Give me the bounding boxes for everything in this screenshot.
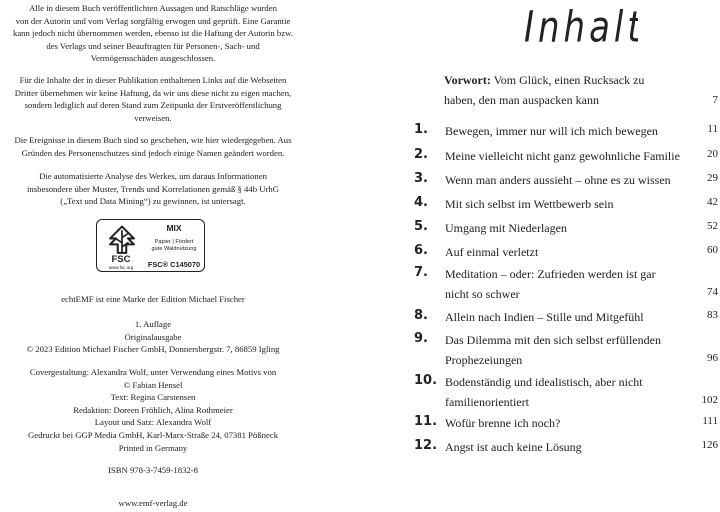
page-number: 74: [707, 286, 718, 298]
page-number: 7: [712, 94, 718, 106]
tdm-notice-line: Die automatisierte Analyse des Werkes, um daraus Informationen: [39, 171, 267, 181]
page-number: 52: [707, 220, 718, 232]
chapter-title-line: Angst ist auch keine Lösung: [445, 440, 582, 454]
fsc-license-code: FSC® C145070: [147, 260, 201, 269]
disclaimer-line: kann jedoch nicht übernommen werden, ebenso ist die Haftung der Autorin bzw.: [12, 28, 293, 39]
tdm-notice-line: („Text und Data Mining“) zu gewinnen, ist untersagt.: [60, 196, 246, 207]
credit-line: Redaktion: Doreen Fröhlich, Alina Rothmeier: [73, 404, 233, 415]
disclaimer-line: des Verlags und seiner Beauftragten für Personen-, Sach- und: [46, 40, 260, 51]
brand-notice-line: echtEMF ist eine Marke der Edition Michael Fischer: [61, 294, 245, 304]
chapter-title-line: Allein nach Indien – Stille und Mitgefühl: [445, 310, 644, 324]
chapter-title-line: Das Dilemma mit den sich selbst erfüllenden: [445, 333, 661, 347]
chapter-number: 4.: [414, 195, 428, 210]
events-notice-paragraph: [0, 134, 306, 159]
chapter-number: 6.: [414, 243, 428, 258]
credit-line: Layout und Satz: Alexandra Wolf: [94, 417, 212, 428]
credit-line: © Fabian Hensel: [123, 379, 183, 390]
contents-page: [400, 0, 720, 512]
page-number: 111: [702, 415, 718, 427]
disclaimer-line: Alle in diesem Buch veröffentlichten Aussagen und Ratschläge wurden: [29, 3, 277, 13]
foreword-text: [444, 70, 644, 110]
chapter-title: [445, 307, 644, 327]
fsc-line: gute Waldnutzung: [151, 246, 197, 252]
fsc-name: FSC: [111, 254, 131, 265]
events-notice-line: Die Ereignisse in diesem Buch sind so geschehen, wie hier wiedergegeben. Aus: [14, 135, 292, 145]
chapter-number: 11.: [414, 414, 438, 429]
chapter-title: [445, 242, 538, 262]
foreword-line: Vom Glück, einen Rucksack zu: [490, 73, 645, 87]
edition-info: [0, 318, 306, 356]
chapter-title: [445, 330, 661, 370]
brand-notice: [0, 293, 306, 306]
page-number: 102: [701, 394, 718, 406]
foreword-line: haben, den man auspacken kann: [444, 93, 599, 107]
chapter-title: [445, 372, 643, 412]
page-number: 11: [707, 123, 718, 135]
disclaimer-line: von der Autorin und vom Verlag sorgfältig erwogen und geprüft. Eine Garantie: [15, 15, 291, 26]
title-text: Inhalt: [524, 4, 638, 53]
links-notice-line: sondern lediglich auf deren Stand zum Zeitpunkt der Erstveröffentlichung: [24, 100, 282, 111]
chapter-title-line: Bewegen, immer nur will ich mich bewegen: [445, 124, 658, 138]
chapter-title-line: Auf einmal verletzt: [445, 245, 539, 259]
links-notice-paragraph: [0, 74, 306, 124]
isbn: [0, 464, 306, 477]
page-number: 20: [707, 148, 718, 160]
website: [0, 497, 306, 510]
credit-line: Covergestaltung: Alexandra Wolf, unter Verwendung eines Motivs von: [29, 367, 277, 377]
chapter-title-line: Umgang mit Niederlagen: [445, 221, 567, 235]
chapter-number: 5.: [414, 219, 428, 234]
website-line: www.emf-verlag.de: [118, 498, 188, 508]
page-number: 126: [701, 439, 718, 451]
page-title: [518, 4, 638, 54]
chapter-title-line: nicht so schwer: [445, 287, 520, 301]
edition-line: Originalausgabe: [124, 331, 182, 342]
chapter-title: [445, 264, 656, 304]
chapter-number: 9.: [414, 331, 428, 346]
tdm-notice-line: insbesondere über Muster, Trends und Korrelationen gemäß § 44b UrhG: [26, 183, 280, 194]
fsc-line: Papier | Fördert: [154, 239, 194, 245]
chapter-number: 10.: [414, 373, 438, 388]
chapter-number: 3.: [414, 171, 428, 186]
disclaimer-paragraph: [0, 2, 306, 65]
credit-line: Gedruckt bei GGP Media GmbH, Karl-Marx-Straße 24, 07381 Pößneck: [27, 429, 279, 440]
imprint-page: [0, 0, 300, 512]
chapter-title-line: Prophezeiungen: [445, 353, 523, 367]
chapter-title-line: familienorientiert: [445, 395, 529, 409]
credit-line: Printed in Germany: [118, 442, 188, 453]
chapter-title-line: Wenn man anders aussieht – ohne es zu wissen: [445, 173, 671, 187]
isbn-line: ISBN 978-3-7459-1832-8: [107, 465, 198, 475]
links-notice-line: Dritter übernehmen wir keine Haftung, da wir uns diese nicht zu eigen machen,: [14, 87, 292, 98]
disclaimer-line: Vermögensschäden ausgeschlossen.: [90, 53, 216, 64]
chapter-title: [445, 437, 582, 457]
chapter-title: [445, 413, 560, 433]
fsc-mix-label: MIX: [166, 223, 182, 233]
edition-line: 1. Auflage: [134, 319, 172, 329]
tdm-notice-paragraph: [0, 170, 306, 208]
chapter-title-line: Mit sich selbst im Wettbewerb sein: [445, 197, 614, 211]
chapter-title: [445, 194, 613, 214]
fsc-tree-icon: [105, 224, 139, 258]
chapter-number: 2.: [414, 147, 428, 162]
foreword-label: Vorwort:: [444, 73, 491, 87]
chapter-title: [445, 121, 658, 141]
chapter-title: [445, 170, 671, 190]
events-notice-line: Gründen des Personenschutzes sind jedoch einige Namen geändert worden.: [21, 147, 285, 158]
copyright-line: © 2023 Edition Michael Fischer GmbH, Donnersbergstr. 7, 86859 Igling: [26, 344, 280, 355]
fsc-url: www.fsc.org: [108, 265, 134, 270]
page-number: 83: [707, 309, 718, 321]
chapter-title-line: Bodenständig und idealistisch, aber nicht: [445, 375, 643, 389]
page-number: 60: [707, 244, 718, 256]
chapter-number: 12.: [414, 438, 438, 453]
chapter-title: [445, 218, 567, 238]
credit-line: Text: Regina Carstensen: [110, 392, 196, 403]
links-notice-line: Für die Inhalte der in dieser Publikation enthaltenen Links auf die Webseiten: [19, 75, 287, 85]
page-number: 96: [707, 352, 718, 364]
chapter-number: 1.: [414, 122, 428, 137]
chapter-number: 8.: [414, 308, 428, 323]
page-number: 29: [707, 172, 718, 184]
chapter-title-line: Meine vielleicht nicht ganz gewohnliche Familie: [445, 149, 680, 163]
links-notice-line: verweisen.: [134, 112, 172, 123]
page-number: 42: [707, 196, 718, 208]
chapter-title: [445, 146, 680, 166]
chapter-title-line: Meditation – oder: Zufrieden werden ist gar: [445, 267, 656, 281]
chapter-title-line: Wofür brenne ich noch?: [445, 416, 561, 430]
chapter-number: 7.: [414, 265, 428, 280]
fsc-logo: [96, 219, 205, 272]
credits: [0, 366, 306, 454]
